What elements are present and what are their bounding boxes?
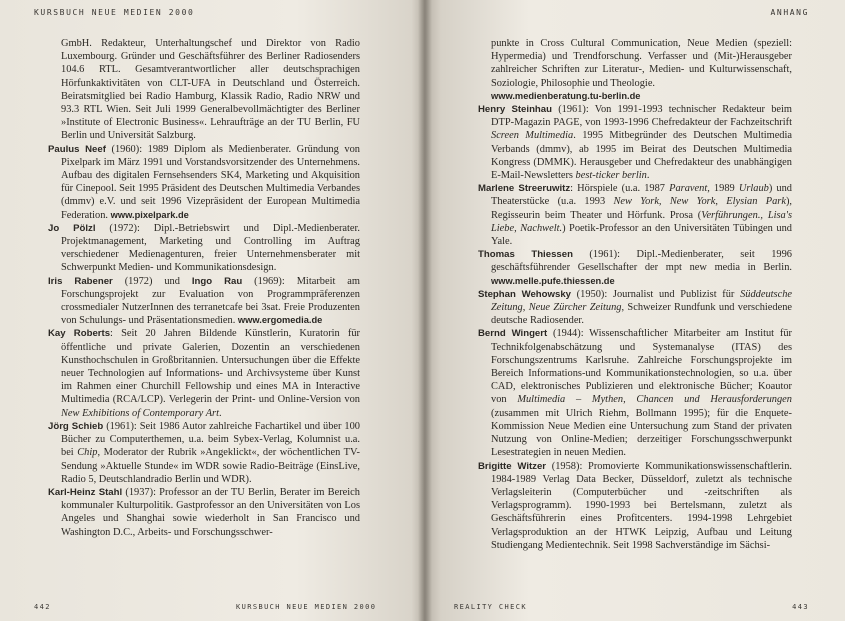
entry-text: (1972): Dipl.-Betriebswirt und Dipl.-Medienberater. Projektmanagement, Marketing und Controlling im Auftrag verschiedener Medienagenturen, freier Unternehmensberater mit Schwerpunkt Medien- und Kommunikationsdesign. [61,222,361,274]
entry-text: (1961): Von 1991-1993 technischer Redakteur beim DTP-Magazin PAGE, von 1993-1996 Chefredakteur der Fachzeitschrift [491,104,792,129]
entry-text: (1937): Professor an der TU Berlin, Berater im Bereich kommunaler Kulturpolitik. Gastprofessor an den Universitäten von Los Angeles und Shanghai sowie wiederholt in San Francisco und Washington D.C., Arbeits- und Forschungsschwer- [61,486,360,538]
entry-text: : Seit 20 Jahren Bildende Künstlerin, Kuratorin für öffentliche und private Galerien, Dozentin an verschiedenen Kunsthochschulen in Großbritannien. Untersuchungen über die Effekte neuer Technologien auf Informations- und Archivsysteme über Kunst im Rahmen einer Churchill Fellowship und eines MA in Interactive Multimedia (RCA/LCP). Verlegerin der Print- und Online-Version von [61,328,360,406]
entry-text: (1969): Mitarbeit am Forschungsprojekt zur Evaluation von Programmpräferenzen crossmedialer NutzerInnen des terranetcafe bei 3sat. Freie Produzenten von Schulungs- und Präsentationsmedien. [61,275,360,327]
entry-streeruwitz [478,182,792,248]
entry-wehowsky [478,288,792,328]
entry-name: Stephan Wehowsky [478,288,571,300]
entry-title: Paravent [669,183,708,195]
entry-text: , 1989 [707,183,739,195]
entry-wingert [478,327,792,459]
right-footer-title: REALITY CHECK [454,603,527,611]
entry-title: Multimedia – Mythen, Chancen und Herausforderungen [517,394,792,406]
continuation-url: www.medienberatung.tu-berlin.de [491,90,641,101]
entry-title: New York, New York [613,196,716,208]
right-page-text [478,37,792,552]
entry-neef [48,143,360,222]
entry-text: (1972) und [112,275,192,287]
entry-name: Thomas Thiessen [478,249,573,261]
entry-text: , [522,302,529,314]
entry-text: ) Poetik-Professor an den Universitäten Tübingen und Yale. [491,222,792,248]
entry-text: (1950): Journalist und Publizist für [571,288,741,300]
entry-text: ) und Theaterstücke (u.a. 1993 [491,183,792,208]
entry-stahl [48,486,360,539]
entry-name: Jo Pölzl [48,222,96,234]
entry-rabener-rau [48,275,360,328]
entry-text-2: (zusammen mit Ulrich Riehm, Bollmann 1995); für die Enquete-Kommission Neue Medien eine Untersuchung zum Stand der privaten Nutzung von Online-Medien; derzeitiger Forschungsschwerpunkt Lesestrategien in neuen Medien. [491,407,792,459]
entry-name: Karl-Heinz Stahl [48,486,123,498]
entry-text: (1961): Dipl.-Medienberater, seit 1996 geschäftsführender Gesellschafter der mpt new media in Berlin. [491,249,792,274]
entry-text: (1944): Wissenschaftlicher Mitarbeiter am Institut für Technikfolgenabschätzung und Systemanalyse (ITAS) des Forschungszentrums Karlsruhe. Zahlreiche Forschungsprojekte im Bereich Informations-und Kommunikationstechnologien, so u.a. über CAD, elektronisches Publizieren und elektronische Bücher; Koautor von [491,328,792,406]
entry-text-2: , Moderator der Rubrik »Angeklickt«, der wöchentlichen TV-Sendung »Aktuelle Stunde« im WDR sowie Radio-Beiträge (EinsLive, Radio 5, Deutschlandradio Berlin und WDR). [61,447,360,485]
entry-name: Paulus Neef [48,143,106,155]
entry-roberts [48,327,360,419]
entry-text: (1961): Seit 1986 Autor zahlreiche Fachartikel und über 100 Bücher zu Computerthemen, u.a. beim Sybex-Verlag, Kolumnist u.a. bei [61,420,360,459]
entry-poelzl [48,222,360,275]
entry-title: Verführungen., Lisa's Liebe, Nachwelt. [491,209,793,234]
continuation-paragraph [478,37,792,103]
entry-title: Screen Multimedia [491,130,574,142]
right-page [424,0,845,621]
left-page-number: 442 [34,603,51,611]
entry-name: Kay Roberts [48,328,111,340]
entry-text-2: . 1995 Mitbegründer des Deutschen Multimedia Verbands (dmmv), ab 1995 im Beirat des Deutschen Multimedia Kongress (DMMK). Herausgeber und Chefredakteur des unabhängigen E-Mail-Newsletters [491,130,792,182]
entry-steinhau [478,103,792,182]
entry-title: New Exhibitions of Contemporary Art [61,407,219,419]
entry-url: www.pixelpark.de [110,209,189,220]
left-running-head: KURSBUCH NEUE MEDIEN 2000 [34,8,195,17]
entry-name: Henry Steinhau [478,104,552,116]
entry-title: Urlaub [738,183,769,195]
entry-title-2: best-ticker berlin [575,170,647,182]
entry-text: (1960): 1989 Diplom als Medienberater. Gründung von Pixelpark im März 1991 und Vorstandsvorsitzender des Unternehmens. Aufbau des digitalen Fernsehsenders SK4, Marketing und Akquisition für Cinepool. Seit 1995 Präsident des Deutschen Multimedia Verbandes (dmmv) e.V. und seit 1996 Vizepräsident der European Multimedia Federation. [61,143,360,221]
entry-text-after: . [646,170,650,182]
right-running-head: ANHANG [770,8,809,17]
entry-text: ), Regisseurin beim Theater und Hörfunk. Prosa ( [491,196,792,221]
entry-schieb [48,420,360,486]
entry-title: Neue Zürcher Zeitung [528,302,622,314]
entry-title: Chip [77,447,98,459]
entry-text: : Hörspiele (u.a. 1987 [570,183,670,195]
entry-witzer [478,460,792,552]
entry-text: , [715,196,727,208]
book-gutter [418,0,432,621]
entry-name: Jörg Schieb [48,420,104,432]
continuation-text: punkte in Cross Cultural Communication, Neue Medien (speziell: Hypermedia) und Trendforschung. Verfasser und (Mit-)Herausgeber zahlreicher Schriften zur Literatur-, Medien- und Kulturwissenschaft, Soziologie, Philosophie und Theologie. [491,38,792,89]
entry-title: Elysian Park [726,196,786,208]
entry-thiessen [478,248,792,288]
entry-name: Brigitte Witzer [478,460,547,472]
entry-text: (1958): Promovierte Kommunikationswissenschaftlerin. 1984-1989 Verlag Data Becker, Düsseldorf, zuletzt als technische Verlagsleiterin (Computerbücher und -zeitschriften als Verlagsprogramm). 1990-1993 bei Bertelsmann, zuletzt als Geschäftsführerin eines Profitcenters. 1994-1998 Lehrgebiet Verlagsproduktion an der HTWK Leipzig, Aufbau und Leitung Studiengang Medientechnik. Seit 1998 Sachverständige im Sächsi- [491,460,792,551]
entry-name: Bernd Wingert [478,328,548,340]
entry-url: www.melle.pufe.thiessen.de [491,275,615,286]
entry-name-2: Ingo Rau [191,275,243,287]
left-footer-title: KURSBUCH NEUE MEDIEN 2000 [236,603,377,611]
right-page-number: 443 [792,603,809,611]
left-page-text [48,37,360,539]
entry-name: Marlene Streeruwitz [478,183,571,195]
continuation-paragraph: GmbH. Redakteur, Unterhaltungschef und Direktor von Radio Luxembourg. Gründer und Geschäftsführer des Berliner Radiosenders 104.6 RTL. Gesamtverantwortlicher aller deutschsprachigen Hörfunkaktivitäten von CLT-UFA in Deutschland und Österreich. Beiratsmitglied bei Radio Hamburg, Klassik Radio, Radio NRW und 93.3 RTL Wien. Seit Juli 1999 Generalbevollmächtigter des Berliner »Institute of Electronic Business«. Lehraufträge an der TU Berlin, FU Berlin und Universität Salzburg. [61,38,360,142]
entry-text: , Schweizer Rundfunk und verschiedene deutsche Radiosender. [491,302,793,327]
entry-url: www.ergomedia.de [237,315,323,326]
entry-name: Iris Rabener [48,275,113,287]
entry-text-after: . [218,407,222,419]
entry-title: Süddeutsche Zeitung [491,288,793,314]
